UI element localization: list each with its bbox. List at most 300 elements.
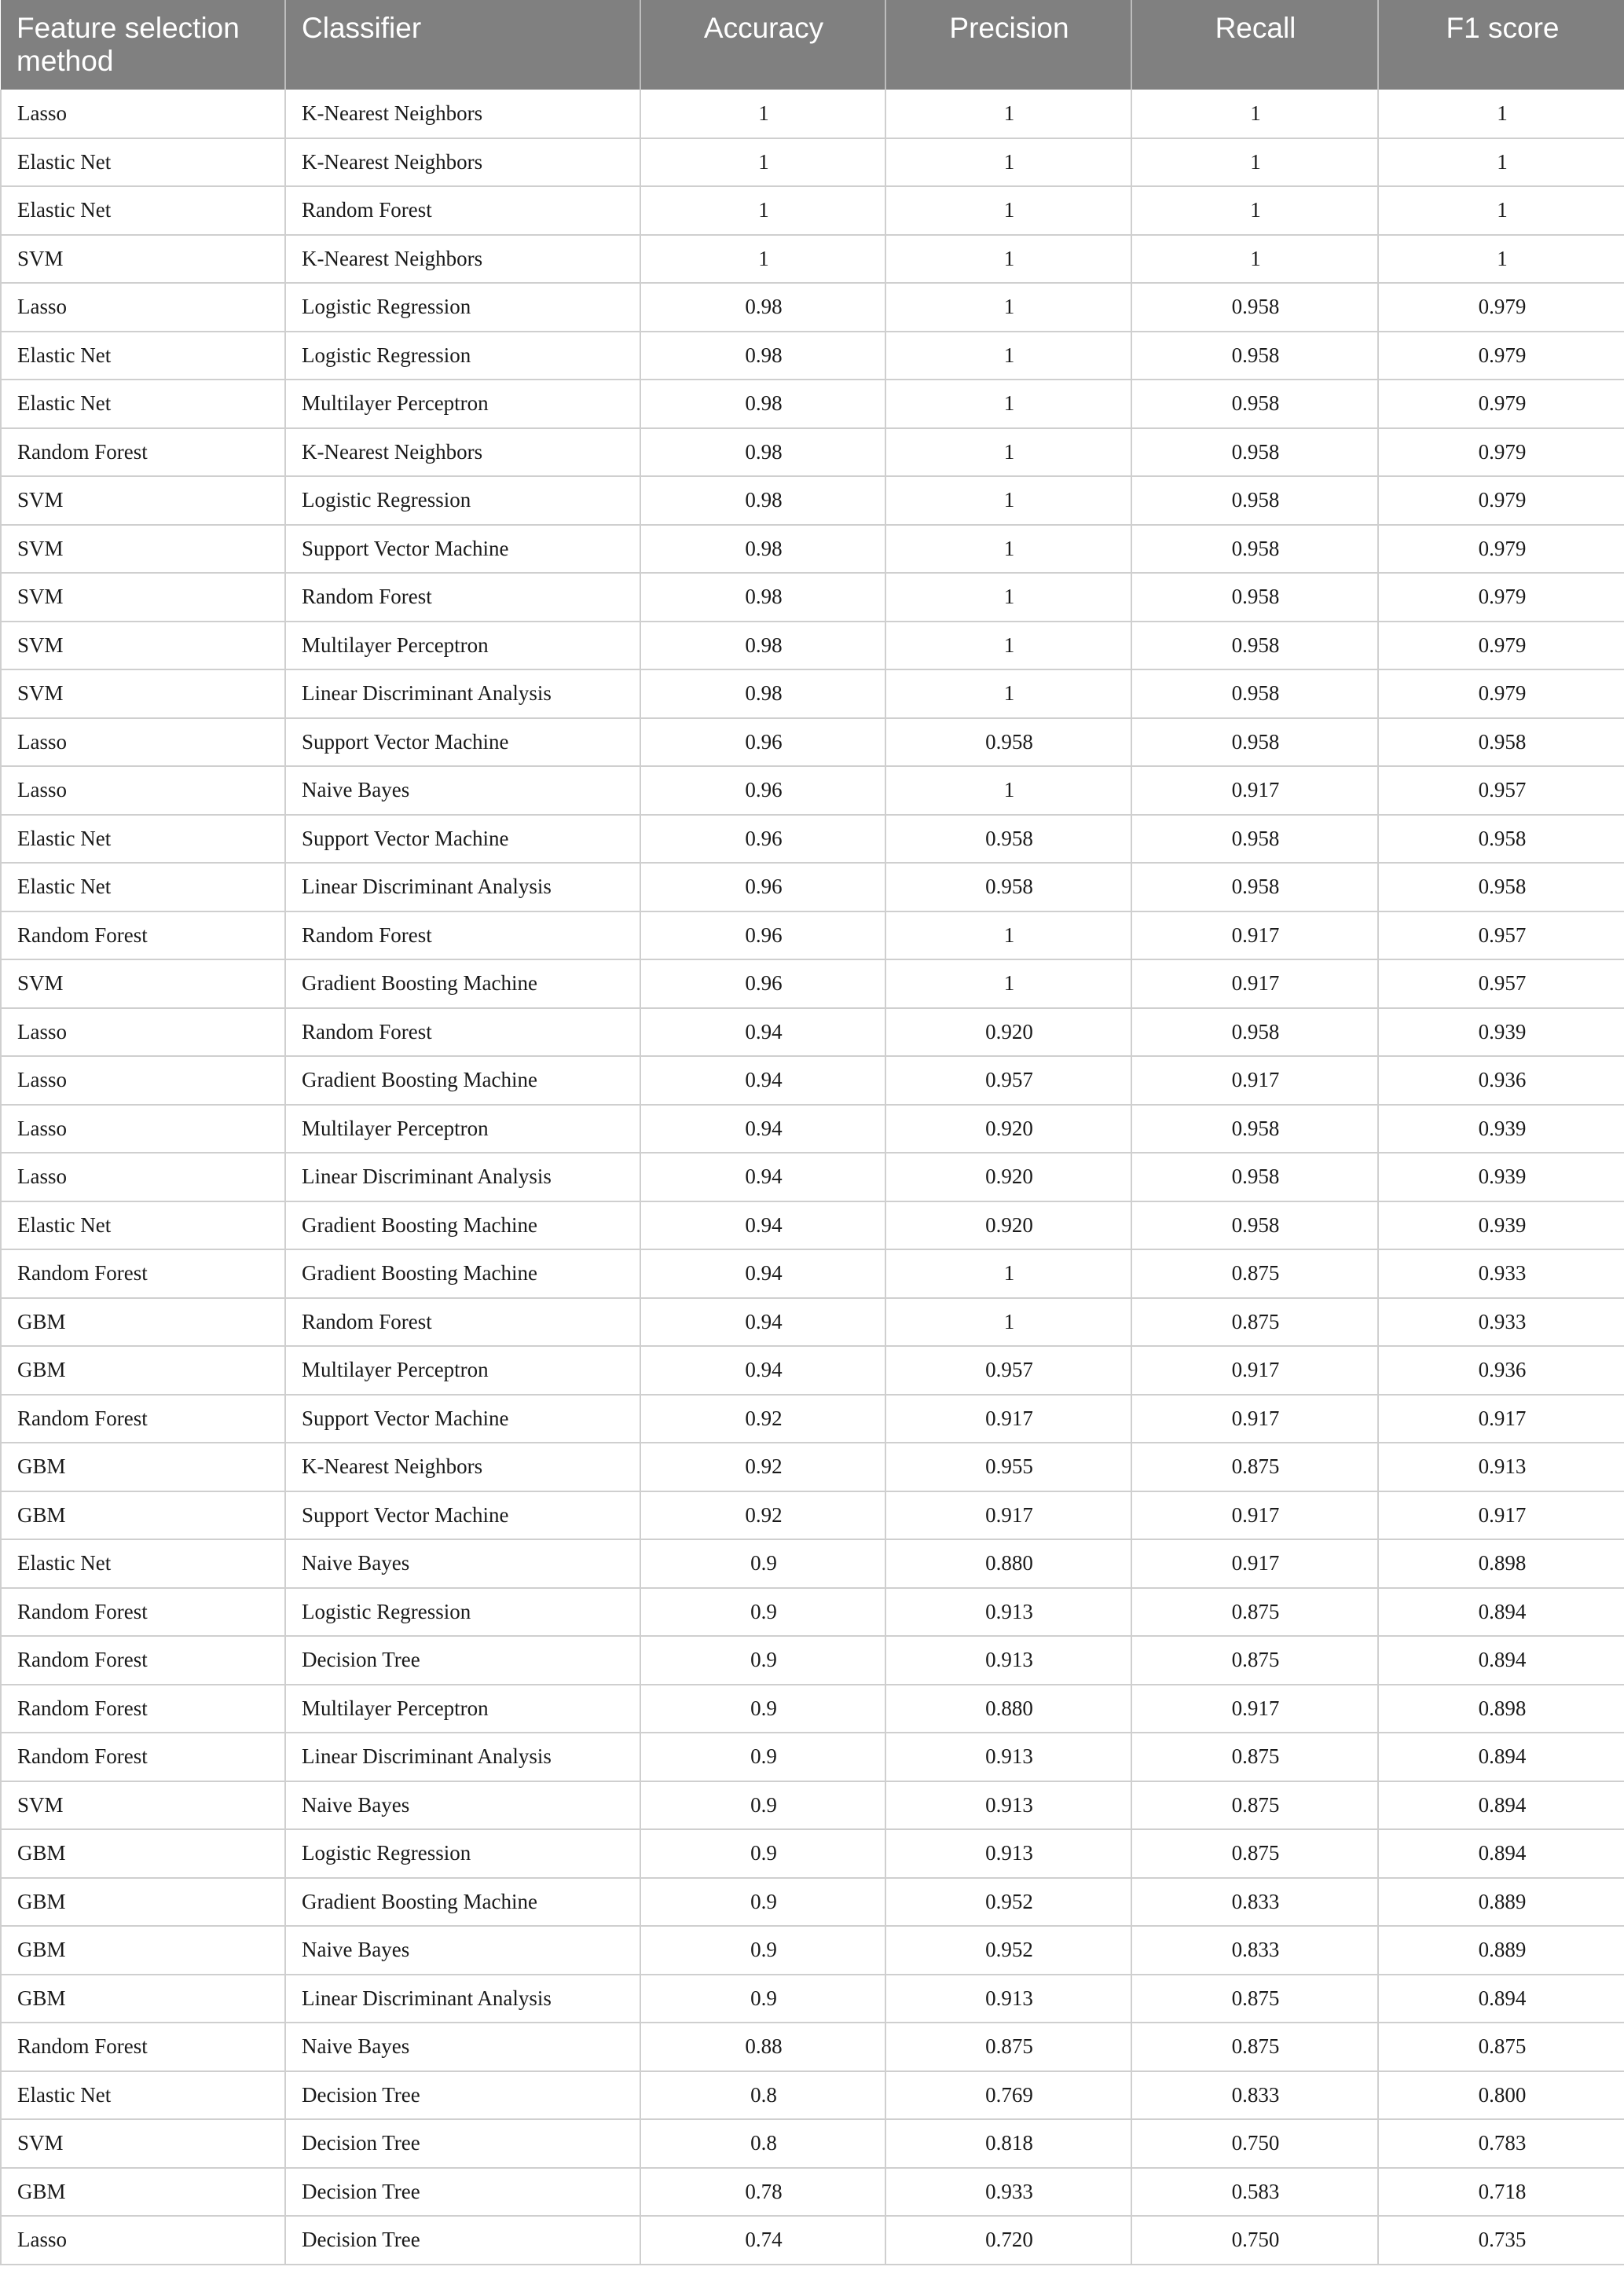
classifier-cell: Decision Tree bbox=[285, 2216, 640, 2265]
precision-cell: 0.913 bbox=[885, 1781, 1131, 1830]
recall-cell: 0.875 bbox=[1131, 1249, 1378, 1298]
table-row bbox=[1, 332, 1624, 380]
classifier-cell: K-Nearest Neighbors bbox=[285, 1443, 640, 1491]
method-cell: Random Forest bbox=[1, 1395, 285, 1443]
f1-cell: 0.979 bbox=[1378, 476, 1624, 525]
recall-cell: 0.875 bbox=[1131, 1733, 1378, 1781]
recall-cell: 0.958 bbox=[1131, 332, 1378, 380]
table-row bbox=[1, 669, 1624, 718]
classifier-cell: Gradient Boosting Machine bbox=[285, 959, 640, 1008]
classifier-cell: Linear Discriminant Analysis bbox=[285, 669, 640, 718]
method-cell: Lasso bbox=[1, 1153, 285, 1201]
method-cell: SVM bbox=[1, 525, 285, 574]
f1-cell: 0.894 bbox=[1378, 1829, 1624, 1878]
table-row bbox=[1, 863, 1624, 911]
classifier-cell: Naive Bayes bbox=[285, 1926, 640, 1975]
accuracy-cell: 0.98 bbox=[640, 669, 885, 718]
recall-cell: 0.875 bbox=[1131, 1636, 1378, 1685]
method-cell: Lasso bbox=[1, 283, 285, 332]
table-row bbox=[1, 1201, 1624, 1250]
classifier-cell: Linear Discriminant Analysis bbox=[285, 1975, 640, 2023]
precision-cell: 0.917 bbox=[885, 1395, 1131, 1443]
classifier-cell: Logistic Regression bbox=[285, 1588, 640, 1637]
f1-cell: 0.939 bbox=[1378, 1153, 1624, 1201]
table-row bbox=[1, 1975, 1624, 2023]
table-row bbox=[1, 525, 1624, 574]
classifier-cell: Logistic Regression bbox=[285, 476, 640, 525]
method-cell: Elastic Net bbox=[1, 2071, 285, 2120]
recall-cell: 0.917 bbox=[1131, 1539, 1378, 1588]
recall-cell: 0.958 bbox=[1131, 573, 1378, 622]
method-cell: Elastic Net bbox=[1, 1539, 285, 1588]
recall-cell: 1 bbox=[1131, 186, 1378, 235]
table-row bbox=[1, 2168, 1624, 2217]
recall-cell: 0.917 bbox=[1131, 766, 1378, 815]
f1-cell: 0.957 bbox=[1378, 766, 1624, 815]
classifier-cell: Gradient Boosting Machine bbox=[285, 1056, 640, 1105]
f1-cell: 1 bbox=[1378, 186, 1624, 235]
recall-cell: 0.958 bbox=[1131, 1105, 1378, 1154]
table-row bbox=[1, 1346, 1624, 1395]
accuracy-cell: 0.98 bbox=[640, 332, 885, 380]
accuracy-cell: 0.9 bbox=[640, 1878, 885, 1927]
classifier-cell: Random Forest bbox=[285, 911, 640, 960]
accuracy-cell: 0.94 bbox=[640, 1201, 885, 1250]
precision-cell: 0.957 bbox=[885, 1056, 1131, 1105]
f1-cell: 0.936 bbox=[1378, 1056, 1624, 1105]
recall-cell: 0.958 bbox=[1131, 1153, 1378, 1201]
recall-cell: 0.917 bbox=[1131, 1491, 1378, 1540]
classifier-cell: Gradient Boosting Machine bbox=[285, 1249, 640, 1298]
precision-cell: 0.920 bbox=[885, 1008, 1131, 1057]
method-cell: Random Forest bbox=[1, 1249, 285, 1298]
table-body bbox=[1, 90, 1624, 2265]
recall-cell: 0.958 bbox=[1131, 476, 1378, 525]
precision-cell: 0.952 bbox=[885, 1926, 1131, 1975]
method-cell: GBM bbox=[1, 1829, 285, 1878]
accuracy-cell: 0.96 bbox=[640, 718, 885, 767]
f1-cell: 0.889 bbox=[1378, 1878, 1624, 1927]
column-header-classifier: Classifier bbox=[285, 0, 640, 90]
f1-cell: 0.979 bbox=[1378, 332, 1624, 380]
method-cell: Lasso bbox=[1, 1008, 285, 1057]
method-cell: GBM bbox=[1, 1491, 285, 1540]
precision-cell: 1 bbox=[885, 476, 1131, 525]
method-cell: Lasso bbox=[1, 2216, 285, 2265]
classifier-cell: Multilayer Perceptron bbox=[285, 1105, 640, 1154]
accuracy-cell: 0.9 bbox=[640, 1539, 885, 1588]
f1-cell: 0.894 bbox=[1378, 1636, 1624, 1685]
f1-cell: 0.979 bbox=[1378, 622, 1624, 670]
table-row bbox=[1, 2216, 1624, 2265]
table-row bbox=[1, 283, 1624, 332]
method-cell: Lasso bbox=[1, 90, 285, 138]
f1-cell: 0.917 bbox=[1378, 1491, 1624, 1540]
table-row bbox=[1, 1685, 1624, 1733]
column-header-f1: F1 score bbox=[1446, 12, 1560, 44]
precision-cell: 0.957 bbox=[885, 1346, 1131, 1395]
method-cell: Elastic Net bbox=[1, 138, 285, 187]
f1-cell: 0.898 bbox=[1378, 1685, 1624, 1733]
classifier-cell: Gradient Boosting Machine bbox=[285, 1201, 640, 1250]
method-cell: GBM bbox=[1, 1878, 285, 1927]
accuracy-cell: 0.96 bbox=[640, 766, 885, 815]
recall-cell: 1 bbox=[1131, 138, 1378, 187]
accuracy-cell: 0.98 bbox=[640, 525, 885, 574]
accuracy-cell: 0.94 bbox=[640, 1056, 885, 1105]
f1-cell: 0.898 bbox=[1378, 1539, 1624, 1588]
f1-cell: 0.894 bbox=[1378, 1781, 1624, 1830]
recall-cell: 0.958 bbox=[1131, 815, 1378, 864]
precision-cell: 1 bbox=[885, 573, 1131, 622]
accuracy-cell: 0.98 bbox=[640, 283, 885, 332]
method-cell: Random Forest bbox=[1, 1733, 285, 1781]
method-cell: SVM bbox=[1, 476, 285, 525]
recall-cell: 1 bbox=[1131, 235, 1378, 284]
precision-cell: 0.917 bbox=[885, 1491, 1131, 1540]
precision-cell: 1 bbox=[885, 332, 1131, 380]
method-cell: Lasso bbox=[1, 1056, 285, 1105]
recall-cell: 0.875 bbox=[1131, 1975, 1378, 2023]
f1-cell: 0.889 bbox=[1378, 1926, 1624, 1975]
table-row bbox=[1, 1588, 1624, 1637]
precision-cell: 0.769 bbox=[885, 2071, 1131, 2120]
classifier-cell: Naive Bayes bbox=[285, 1781, 640, 1830]
precision-cell: 1 bbox=[885, 959, 1131, 1008]
recall-cell: 0.958 bbox=[1131, 283, 1378, 332]
accuracy-cell: 0.94 bbox=[640, 1298, 885, 1347]
recall-cell: 0.917 bbox=[1131, 959, 1378, 1008]
precision-cell: 0.958 bbox=[885, 815, 1131, 864]
precision-cell: 0.958 bbox=[885, 863, 1131, 911]
method-cell: SVM bbox=[1, 2119, 285, 2168]
recall-cell: 0.917 bbox=[1131, 1056, 1378, 1105]
table-row bbox=[1, 1443, 1624, 1491]
method-cell: GBM bbox=[1, 1346, 285, 1395]
recall-cell: 0.958 bbox=[1131, 863, 1378, 911]
recall-cell: 0.917 bbox=[1131, 1685, 1378, 1733]
classifier-cell: Gradient Boosting Machine bbox=[285, 1878, 640, 1927]
classifier-cell: Random Forest bbox=[285, 186, 640, 235]
precision-cell: 1 bbox=[885, 669, 1131, 718]
method-cell: Random Forest bbox=[1, 911, 285, 960]
method-cell: Random Forest bbox=[1, 2023, 285, 2071]
recall-cell: 0.875 bbox=[1131, 1443, 1378, 1491]
method-cell: Random Forest bbox=[1, 428, 285, 477]
f1-cell: 0.979 bbox=[1378, 573, 1624, 622]
table-row bbox=[1, 1395, 1624, 1443]
classifier-cell: Decision Tree bbox=[285, 2119, 640, 2168]
method-cell: Elastic Net bbox=[1, 380, 285, 428]
method-cell: Lasso bbox=[1, 766, 285, 815]
precision-cell: 0.875 bbox=[885, 2023, 1131, 2071]
method-cell: GBM bbox=[1, 1443, 285, 1491]
accuracy-cell: 0.9 bbox=[640, 1733, 885, 1781]
table-row bbox=[1, 1105, 1624, 1154]
recall-cell: 0.958 bbox=[1131, 1008, 1378, 1057]
f1-cell: 0.979 bbox=[1378, 525, 1624, 574]
precision-cell: 0.913 bbox=[885, 1829, 1131, 1878]
recall-cell: 0.958 bbox=[1131, 669, 1378, 718]
accuracy-cell: 0.94 bbox=[640, 1153, 885, 1201]
precision-cell: 1 bbox=[885, 911, 1131, 960]
f1-cell: 0.735 bbox=[1378, 2216, 1624, 2265]
table-row bbox=[1, 766, 1624, 815]
f1-cell: 0.939 bbox=[1378, 1201, 1624, 1250]
recall-cell: 0.750 bbox=[1131, 2119, 1378, 2168]
classifier-cell: Support Vector Machine bbox=[285, 525, 640, 574]
method-cell: Elastic Net bbox=[1, 186, 285, 235]
f1-cell: 0.939 bbox=[1378, 1105, 1624, 1154]
table-row bbox=[1, 1153, 1624, 1201]
recall-cell: 0.875 bbox=[1131, 1588, 1378, 1637]
accuracy-cell: 0.98 bbox=[640, 573, 885, 622]
table-row bbox=[1, 1829, 1624, 1878]
accuracy-cell: 0.88 bbox=[640, 2023, 885, 2071]
method-cell: Elastic Net bbox=[1, 332, 285, 380]
precision-cell: 1 bbox=[885, 1298, 1131, 1347]
table-row bbox=[1, 1298, 1624, 1347]
f1-cell: 0.979 bbox=[1378, 380, 1624, 428]
table-row bbox=[1, 718, 1624, 767]
precision-cell: 0.880 bbox=[885, 1685, 1131, 1733]
accuracy-cell: 0.92 bbox=[640, 1395, 885, 1443]
method-cell: Lasso bbox=[1, 718, 285, 767]
f1-cell: 0.958 bbox=[1378, 863, 1624, 911]
classifier-cell: K-Nearest Neighbors bbox=[285, 90, 640, 138]
recall-cell: 1 bbox=[1131, 90, 1378, 138]
f1-cell: 0.979 bbox=[1378, 283, 1624, 332]
classifier-cell: Random Forest bbox=[285, 573, 640, 622]
method-cell: GBM bbox=[1, 1975, 285, 2023]
table-row bbox=[1, 622, 1624, 670]
table-row bbox=[1, 2119, 1624, 2168]
f1-cell: 0.957 bbox=[1378, 911, 1624, 960]
table-row bbox=[1, 428, 1624, 477]
f1-cell: 0.894 bbox=[1378, 1733, 1624, 1781]
accuracy-cell: 0.9 bbox=[640, 1588, 885, 1637]
table-row bbox=[1, 1491, 1624, 1540]
accuracy-cell: 0.94 bbox=[640, 1249, 885, 1298]
method-cell: Random Forest bbox=[1, 1588, 285, 1637]
column-header-accuracy: Accuracy bbox=[640, 0, 885, 90]
method-cell: SVM bbox=[1, 959, 285, 1008]
accuracy-cell: 0.78 bbox=[640, 2168, 885, 2217]
f1-cell: 0.933 bbox=[1378, 1298, 1624, 1347]
classifier-cell: Naive Bayes bbox=[285, 766, 640, 815]
recall-cell: 0.875 bbox=[1131, 1781, 1378, 1830]
recall-cell: 0.958 bbox=[1131, 1201, 1378, 1250]
accuracy-cell: 0.94 bbox=[640, 1346, 885, 1395]
precision-cell: 0.920 bbox=[885, 1153, 1131, 1201]
table-header bbox=[1, 0, 1624, 90]
table-row bbox=[1, 1636, 1624, 1685]
accuracy-cell: 0.94 bbox=[640, 1008, 885, 1057]
classifier-cell: Multilayer Perceptron bbox=[285, 1346, 640, 1395]
table-row bbox=[1, 138, 1624, 187]
accuracy-cell: 0.94 bbox=[640, 1105, 885, 1154]
accuracy-cell: 0.9 bbox=[640, 1636, 885, 1685]
accuracy-cell: 0.74 bbox=[640, 2216, 885, 2265]
accuracy-cell: 1 bbox=[640, 235, 885, 284]
classifier-cell: Support Vector Machine bbox=[285, 815, 640, 864]
precision-cell: 0.920 bbox=[885, 1201, 1131, 1250]
precision-cell: 0.920 bbox=[885, 1105, 1131, 1154]
precision-cell: 0.913 bbox=[885, 1733, 1131, 1781]
recall-cell: 0.875 bbox=[1131, 1298, 1378, 1347]
table-row bbox=[1, 815, 1624, 864]
accuracy-cell: 1 bbox=[640, 186, 885, 235]
precision-cell: 0.952 bbox=[885, 1878, 1131, 1927]
recall-cell: 0.833 bbox=[1131, 1878, 1378, 1927]
accuracy-cell: 1 bbox=[640, 138, 885, 187]
method-cell: SVM bbox=[1, 669, 285, 718]
precision-cell: 1 bbox=[885, 138, 1131, 187]
method-cell: Random Forest bbox=[1, 1685, 285, 1733]
accuracy-cell: 0.8 bbox=[640, 2071, 885, 2120]
accuracy-cell: 0.96 bbox=[640, 959, 885, 1008]
classifier-cell: Random Forest bbox=[285, 1008, 640, 1057]
classifier-cell: Multilayer Perceptron bbox=[285, 380, 640, 428]
f1-cell: 0.894 bbox=[1378, 1975, 1624, 2023]
recall-cell: 0.917 bbox=[1131, 1395, 1378, 1443]
recall-cell: 0.958 bbox=[1131, 525, 1378, 574]
classifier-cell: Logistic Regression bbox=[285, 283, 640, 332]
f1-cell: 0.958 bbox=[1378, 815, 1624, 864]
recall-cell: 0.958 bbox=[1131, 428, 1378, 477]
classifier-cell: Naive Bayes bbox=[285, 1539, 640, 1588]
accuracy-cell: 0.98 bbox=[640, 428, 885, 477]
table-row bbox=[1, 1733, 1624, 1781]
classifier-cell: Naive Bayes bbox=[285, 2023, 640, 2071]
classifier-cell: K-Nearest Neighbors bbox=[285, 428, 640, 477]
recall-cell: 0.958 bbox=[1131, 380, 1378, 428]
f1-cell: 0.718 bbox=[1378, 2168, 1624, 2217]
accuracy-cell: 0.9 bbox=[640, 1926, 885, 1975]
header-row bbox=[1, 0, 1624, 90]
f1-cell: 0.957 bbox=[1378, 959, 1624, 1008]
accuracy-cell: 0.92 bbox=[640, 1443, 885, 1491]
f1-cell: 0.800 bbox=[1378, 2071, 1624, 2120]
precision-cell: 1 bbox=[885, 622, 1131, 670]
precision-cell: 0.720 bbox=[885, 2216, 1131, 2265]
f1-cell: 0.913 bbox=[1378, 1443, 1624, 1491]
table-row bbox=[1, 380, 1624, 428]
accuracy-cell: 1 bbox=[640, 90, 885, 138]
method-cell: Lasso bbox=[1, 1105, 285, 1154]
accuracy-cell: 0.9 bbox=[640, 1975, 885, 2023]
classifier-cell: Decision Tree bbox=[285, 2071, 640, 2120]
table-row bbox=[1, 1878, 1624, 1927]
method-cell: GBM bbox=[1, 1298, 285, 1347]
recall-cell: 0.917 bbox=[1131, 911, 1378, 960]
accuracy-cell: 0.98 bbox=[640, 380, 885, 428]
column-header-recall: Recall bbox=[1131, 0, 1378, 90]
precision-cell: 1 bbox=[885, 186, 1131, 235]
accuracy-cell: 0.8 bbox=[640, 2119, 885, 2168]
table-row bbox=[1, 1539, 1624, 1588]
precision-cell: 0.933 bbox=[885, 2168, 1131, 2217]
precision-cell: 0.958 bbox=[885, 718, 1131, 767]
accuracy-cell: 0.9 bbox=[640, 1781, 885, 1830]
precision-cell: 1 bbox=[885, 235, 1131, 284]
precision-cell: 1 bbox=[885, 283, 1131, 332]
precision-cell: 0.818 bbox=[885, 2119, 1131, 2168]
precision-cell: 0.913 bbox=[885, 1636, 1131, 1685]
method-cell: SVM bbox=[1, 235, 285, 284]
accuracy-cell: 0.98 bbox=[640, 622, 885, 670]
f1-cell: 0.783 bbox=[1378, 2119, 1624, 2168]
table-row bbox=[1, 90, 1624, 138]
f1-cell: 1 bbox=[1378, 235, 1624, 284]
classifier-cell: Linear Discriminant Analysis bbox=[285, 1153, 640, 1201]
table-row bbox=[1, 476, 1624, 525]
table-row bbox=[1, 235, 1624, 284]
table-row bbox=[1, 911, 1624, 960]
recall-cell: 0.583 bbox=[1131, 2168, 1378, 2217]
classifier-cell: Multilayer Perceptron bbox=[285, 1685, 640, 1733]
column-header-precision: Precision bbox=[885, 0, 1131, 90]
f1-cell: 0.875 bbox=[1378, 2023, 1624, 2071]
recall-cell: 0.833 bbox=[1131, 1926, 1378, 1975]
precision-cell: 1 bbox=[885, 525, 1131, 574]
recall-cell: 0.833 bbox=[1131, 2071, 1378, 2120]
precision-cell: 1 bbox=[885, 428, 1131, 477]
precision-cell: 1 bbox=[885, 1249, 1131, 1298]
recall-cell: 0.875 bbox=[1131, 2023, 1378, 2071]
method-cell: SVM bbox=[1, 1781, 285, 1830]
f1-cell: 0.958 bbox=[1378, 718, 1624, 767]
method-cell: Elastic Net bbox=[1, 863, 285, 911]
table-row bbox=[1, 2071, 1624, 2120]
recall-cell: 0.750 bbox=[1131, 2216, 1378, 2265]
accuracy-cell: 0.9 bbox=[640, 1829, 885, 1878]
f1-cell: 0.894 bbox=[1378, 1588, 1624, 1637]
f1-cell: 0.939 bbox=[1378, 1008, 1624, 1057]
classifier-cell: Support Vector Machine bbox=[285, 1491, 640, 1540]
method-cell: SVM bbox=[1, 573, 285, 622]
table-row bbox=[1, 2023, 1624, 2071]
f1-cell: 1 bbox=[1378, 138, 1624, 187]
classifier-cell: K-Nearest Neighbors bbox=[285, 235, 640, 284]
f1-cell: 0.933 bbox=[1378, 1249, 1624, 1298]
f1-cell: 0.936 bbox=[1378, 1346, 1624, 1395]
classifier-cell: Logistic Regression bbox=[285, 1829, 640, 1878]
table-row bbox=[1, 573, 1624, 622]
accuracy-cell: 0.96 bbox=[640, 911, 885, 960]
recall-cell: 0.875 bbox=[1131, 1829, 1378, 1878]
table-row bbox=[1, 1056, 1624, 1105]
method-cell: GBM bbox=[1, 2168, 285, 2217]
classifier-cell: Decision Tree bbox=[285, 1636, 640, 1685]
classifier-cell: Multilayer Perceptron bbox=[285, 622, 640, 670]
classifier-cell: Random Forest bbox=[285, 1298, 640, 1347]
accuracy-cell: 0.96 bbox=[640, 863, 885, 911]
method-cell: Random Forest bbox=[1, 1636, 285, 1685]
table-row bbox=[1, 1008, 1624, 1057]
precision-cell: 0.955 bbox=[885, 1443, 1131, 1491]
f1-cell: 0.917 bbox=[1378, 1395, 1624, 1443]
precision-cell: 0.913 bbox=[885, 1975, 1131, 2023]
table-row bbox=[1, 1926, 1624, 1975]
f1-cell: 1 bbox=[1378, 90, 1624, 138]
method-cell: SVM bbox=[1, 622, 285, 670]
precision-cell: 0.880 bbox=[885, 1539, 1131, 1588]
table-row bbox=[1, 1249, 1624, 1298]
table-row bbox=[1, 959, 1624, 1008]
recall-cell: 0.958 bbox=[1131, 622, 1378, 670]
classifier-cell: Linear Discriminant Analysis bbox=[285, 1733, 640, 1781]
